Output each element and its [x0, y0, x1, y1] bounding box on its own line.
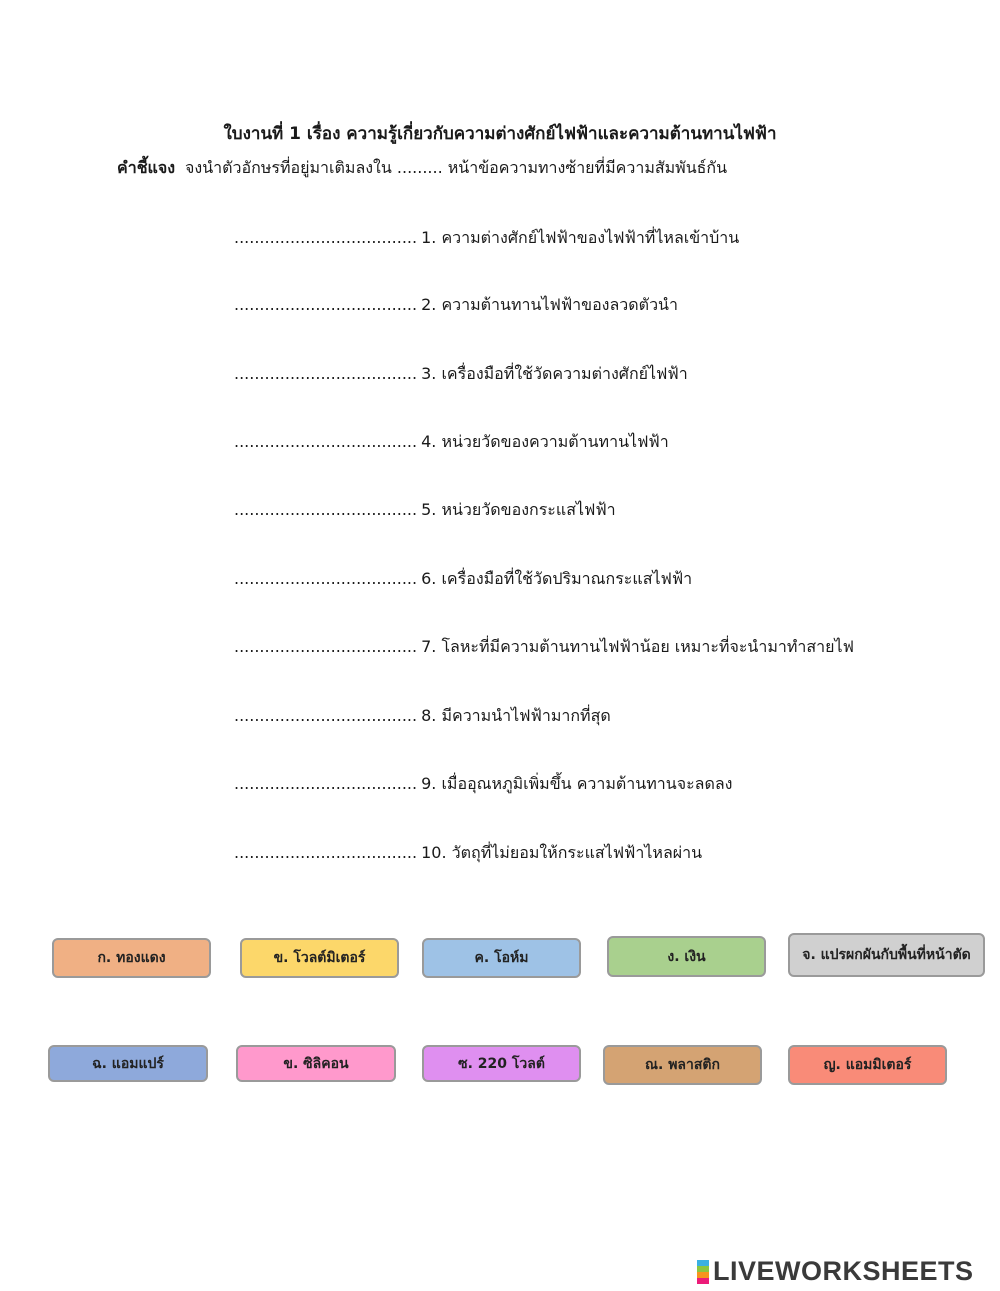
instruction-line: [117, 156, 727, 181]
answer-card[interactable]: ก. ทองแดง: [52, 938, 211, 978]
answer-blank[interactable]: ....................................: [234, 432, 418, 451]
answer-blank[interactable]: ....................................: [234, 637, 418, 656]
answer-blank[interactable]: ....................................: [234, 295, 418, 314]
question-row: [234, 841, 702, 866]
question-row: [234, 430, 669, 455]
question-row: [234, 362, 688, 387]
answer-card[interactable]: ณ. พลาสติก: [603, 1045, 762, 1085]
question-row: [234, 293, 678, 318]
answer-card[interactable]: ญ. แอมมิเตอร์: [788, 1045, 947, 1085]
answer-blank[interactable]: ....................................: [234, 228, 418, 247]
answer-card[interactable]: จ. แปรผกผันกับพื้นที่หน้าตัด: [788, 933, 985, 977]
answer-blank[interactable]: ....................................: [234, 364, 418, 383]
worksheet-title: ใบงานที่ 1 เรื่อง ความรู้เกี่ยวกับความต่างศักย์ไฟฟ้าและความต้านทานไฟฟ้า: [223, 124, 777, 144]
instruction-text: จงนำตัวอักษรที่อยู่มาเติมลงใน ......... หน้าข้อความทางซ้ายที่มีความสัมพันธ์กัน: [185, 158, 728, 177]
answer-blank[interactable]: ....................................: [234, 706, 418, 725]
question-text: 3. เครื่องมือที่ใช้วัดความต่างศักย์ไฟฟ้า: [421, 364, 688, 383]
answer-card[interactable]: ง. เงิน: [607, 936, 766, 977]
liveworksheets-logo: [697, 1256, 974, 1287]
question-text: 1. ความต่างศักย์ไฟฟ้าของไฟฟ้าที่ไหลเข้าบ้าน: [421, 228, 740, 247]
answer-card[interactable]: ค. โอห์ม: [422, 938, 581, 978]
answer-blank[interactable]: ....................................: [234, 569, 418, 588]
question-row: [234, 498, 616, 523]
question-row: [234, 635, 854, 660]
question-text: 4. หน่วยวัดของความต้านทานไฟฟ้า: [421, 432, 669, 451]
question-text: 5. หน่วยวัดของกระแสไฟฟ้า: [421, 500, 616, 519]
question-text: 7. โลหะที่มีความต้านทานไฟฟ้าน้อย เหมาะที่จะนำมาทำสายไฟ: [421, 637, 854, 656]
answer-card[interactable]: ข. ซิลิคอน: [236, 1045, 396, 1082]
answer-card[interactable]: ซ. 220 โวลต์: [422, 1045, 581, 1082]
question-text: 9. เมื่ออุณหภูมิเพิ่มขึ้น ความต้านทานจะลดลง: [421, 774, 733, 793]
logo-mark-icon: [697, 1260, 709, 1284]
instruction-label: คำชี้แจง: [117, 158, 176, 177]
logo-text: LIVEWORKSHEETS: [713, 1256, 974, 1286]
answer-card[interactable]: ฉ. แอมแปร์: [48, 1045, 208, 1082]
question-text: 10. วัตถุที่ไม่ยอมให้กระแสไฟฟ้าไหลผ่าน: [421, 843, 703, 862]
answer-blank[interactable]: ....................................: [234, 843, 418, 862]
question-row: [234, 704, 611, 729]
question-row: [234, 226, 739, 251]
answer-blank[interactable]: ....................................: [234, 774, 418, 793]
question-row: [234, 772, 732, 797]
answer-blank[interactable]: ....................................: [234, 500, 418, 519]
question-row: [234, 567, 692, 592]
question-text: 6. เครื่องมือที่ใช้วัดปริมาณกระแสไฟฟ้า: [421, 569, 693, 588]
question-text: 2. ความต้านทานไฟฟ้าของลวดตัวนำ: [421, 295, 678, 314]
question-text: 8. มีความนำไฟฟ้ามากที่สุด: [421, 706, 611, 725]
answer-card[interactable]: ข. โวลต์มิเตอร์: [240, 938, 399, 978]
